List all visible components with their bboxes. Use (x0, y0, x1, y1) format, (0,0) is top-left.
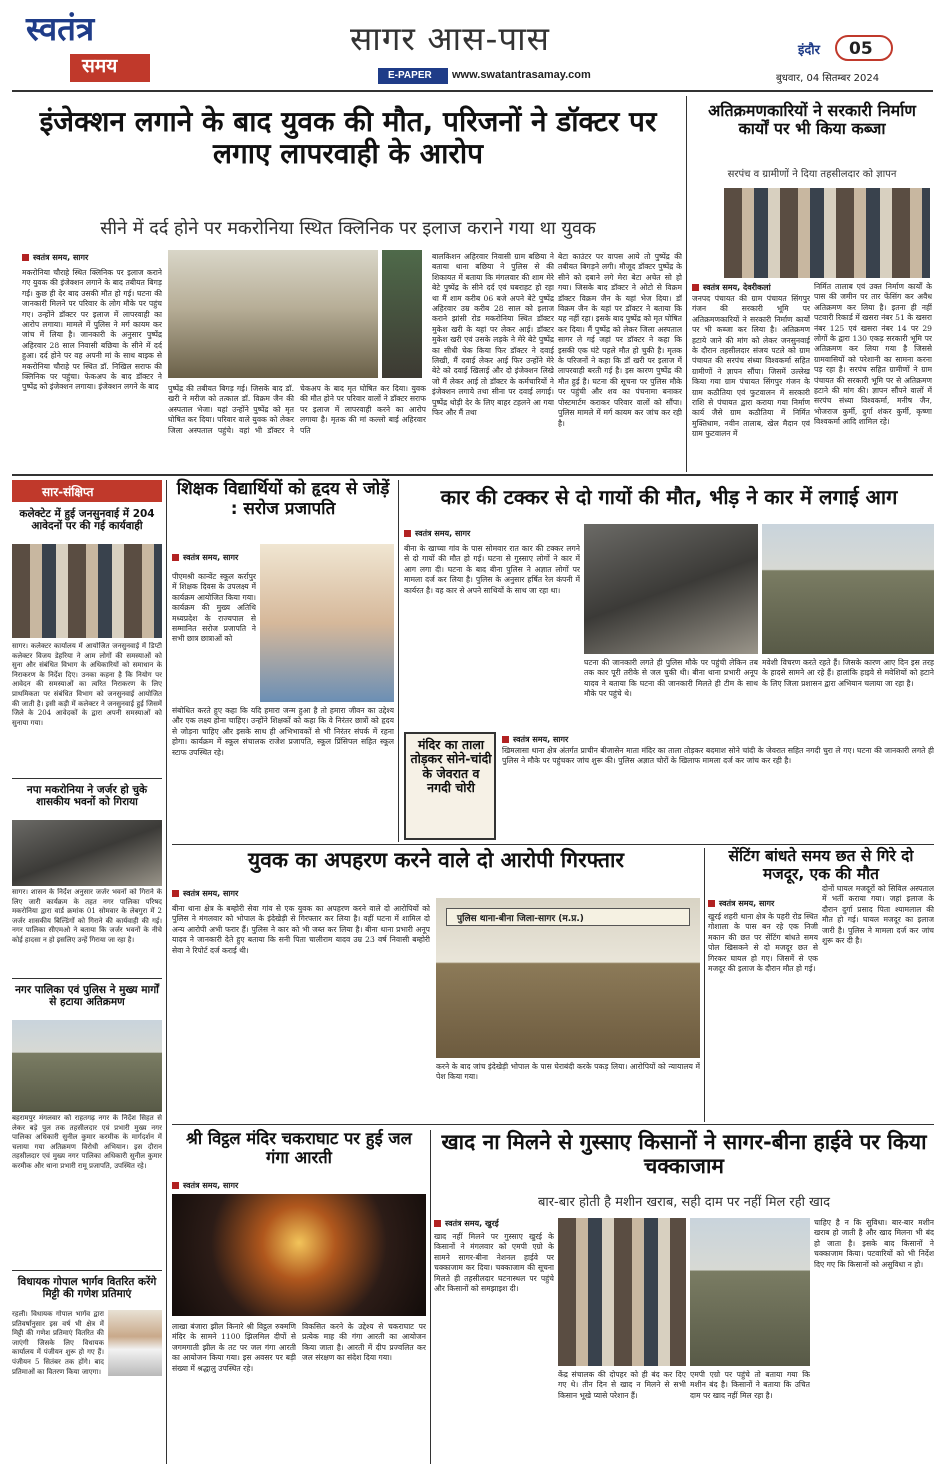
byline-marker (692, 284, 699, 291)
brief-3-body: बहरामपुर मंगलवार को राहतगढ़ नगर के निर्देश सिहत से लेकर बड़े पुल तक तहसीलदार एवं प्रभारी मुख्य नगर पालिका अधिकारी सुनील कुमार करमीक के मार्गदर्शन में चलाया गया अतिक्रमण विरोधी अभियान। इस दौरान तहसीलदार एवं मुख्य नगर पालिका अधिकारी सुनील कुमार करमीक और थाना प्रभारी रामू प्रजापति, उपस्थित रहे। (12, 1114, 162, 1170)
kidnap-headline: युवक का अपहरण करने वाले दो आरोपी गिरफ्तार (248, 848, 624, 872)
lead-col4: बेटा काउंटर पर वापस आये तो पुष्पेंद्र की तबीयत बिगड़ने लगी। मौजूद डॉक्टर पुष्पेंद्र के सीने को दबाने लगे मेरा बेटा अचेत सो हो गया। जिसके बाद डॉक्टर ने ओटो से विक्रम डॉक्टर विक्रम जैन के यहां भेज दिया। डॉ विक्रम जैन के यहां पर डॉक्टर ने बताया कि यह नहीं रहा। इसके बाद पुष्पेंद्र को मृत घोषित कर दिया। मैं पुष्पेंद्र को लेकर जिला अस्पताल सागर ले गई जहां पर डॉक्टर ने कहा कि इसकी एक घंटे पहले मौत हो चुकी है। मृतक के परिजनों ने कहा कि डॉ खरी पर इलाज में लापरवाही बरती गई है। इस कारण पुष्पेंद्र की मौत हुई है। घटना की सूचना पर पुलिस मौके पर पहुंची और शव का पंचनामा बनाकर पोस्टमार्टम कराकर परिवार वालों को सौंपा। पुलिस मामले में मर्ग कायम कर जांच कर रही है। (558, 252, 682, 428)
byline-text: स्वतंत्र समय, खुरई (445, 1219, 499, 1228)
teacher-body-1: पीएमश्री कान्वेंट स्कूल कर्रापुर में शिक्षक दिवस के उपलक्ष्य में कार्यक्रम आयोजित किया गया। कार्यक्रम की मुख्य अतिथि मध्यप्रदेश के राज्यपाल से सम्मानित सरोज प्रजापति ने सभी छात्र छात्राओं को (172, 572, 256, 644)
car-photo-burnt (584, 524, 758, 654)
lead-col1: मकरोनिया चौराहे स्थित क्लिनिक पर इलाज कराने गए युवक की इंजेक्शन लगाने के बाद तबीयत बिगड़ गई। कुछ ही देर बाद उसकी मौत हो गई। घटना की जानकारी मिलने पर परिवार के लोग मौके पर पहुंच गए। उन्होंने डॉक्टर पर इलाज में लापरवाही का आरोप लगाया। मामले में पुलिस ने मर्ग कायम कर जांच में लिया है। जानकारी के अनुसार पुष्पेंद्र अहिरवार 28 साल निवासी बछिया के सीने में दर्द हुआ। दर्द होने पर वह अपनी मां के साथ बाइक से मकरोनिया चौराहे पर स्थित डॉ. निखिल सराफ की क्लिनिक पर पहुंचा। फेकअप के बाद डॉक्टर ने पुष्पेंद्र को इंजेक्शन लगाया। इंजेक्शन लगने के बाद (22, 268, 162, 392)
car-byline (404, 528, 470, 539)
brief-4-headline: विधायक गोपाल भार्गव वितरित करेंगे मिट्टी की गणेश प्रतिमाएं (17, 1276, 157, 1301)
teacher-body-2: संबोधित करते हुए कहा कि यदि हमारा जन्म हुआ है तो हमारा जीवन का उद्देश्य और एक लक्ष्य होना चाहिए। उन्होंने शिक्षकों को कहा कि वे निरंतर छात्रों को हृदय से जोड़ना चाहिए और इसके साथ ही अभिभावकों से भी निरंतर संपर्क में रहना होगा। कार्यक्रम में स्कूल संचालक राजेश प्रजापति, स्कूल प्रिंसिपल सहित स्कूल स्टाफ उपस्थित रहे। (172, 706, 394, 757)
encroach-byline (692, 282, 771, 293)
teacher-headline: शिक्षक विद्यार्थियों को हृदय से जोड़ें : सरोज प्रजापति (176, 479, 390, 519)
encroach-body-1: जनपद पंचायत की ग्राम पंचायत सिंगपुर गंजन की सरकारी भूमि पर अतिक्रमणकारियों ने सरकारी निर्माण कार्यों पर भी कब्जा कर लिया है। अतिक्रमण हटाये जाने की मांग को लेकर जनसुनवाई के दौरान तहसीलदार संजय पटले को ग्राम पंचायत की सरपंच संध्या विश्वकर्मा सहित ग्रामीणों ने ज्ञापन सौंपा। जिसमें उल्लेख किया गया ग्राम पंचायत सिंगपुर गंजन के ग्राम कठौतिया एवं फुटवालन में सरकारी राशि से पंचायत द्वारा कराया गया निर्माण कार्य जैसे ग्राम कठौतिया में निर्मित मुक्तिधाम, नवीन तालाब, खेल मैदान एवं ग्राम फुटवालन में (692, 294, 810, 439)
byline-marker (502, 736, 509, 743)
website-url[interactable]: www.swatantrasamay.com (452, 69, 591, 81)
page-number: 05 (849, 39, 873, 59)
encroach-headline: अतिक्रमणकारियों ने सरकारी निर्माण कार्यों पर भी किया कब्जा (708, 101, 916, 139)
vitthal-byline (172, 1180, 238, 1191)
lead-photo-victim (382, 250, 422, 378)
brief-4-photo-mla (108, 1310, 162, 1376)
sidebar (12, 480, 162, 1464)
teacher-photo (260, 544, 394, 702)
logo-top-text: स्वतंत्र (26, 9, 95, 48)
byline-marker (404, 530, 411, 537)
brief-divider-3 (12, 1270, 162, 1271)
byline-text: स्वतंत्र समय, सागर (183, 889, 239, 898)
vitthal-body-1: लाखा बंजारा झील किनारे श्री विट्ठल रुक्मणि मंदिर के सामने 1100 झिलमिल दीपों से जगमगाती झील के तट पर जल गंगा आरती का आयोजन किया गया। इस अवसर पर बड़ी संख्या में श्रद्धालु उपस्थित रहे। (172, 1322, 296, 1373)
farmers-story (434, 1130, 934, 1464)
encroach-subhead: सरपंच व ग्रामीणों ने दिया तहसीलदार को ज्ञापन (727, 169, 897, 180)
brief-3-photo (12, 1020, 162, 1112)
police-sign (446, 908, 690, 926)
car-photo-cows (762, 524, 934, 654)
lead-caption: पुष्पेंद्र की तबीयत बिगड़ गई। जिसके बाद डॉ. खरी ने मरीज को तत्काल डॉ. विक्रम जैन की अस्पताल भेजा। यहां उन्होंने पुष्पेंद्र को मृत घोषित कर दिया। परिवार वाले युवक को लेकर जिला अस्पताल पहुंचे। वहां भी डॉक्टर ने चेकअप के बाद मृत घोषित कर दिया। युवक की मौत होने पर परिवार वालों ने डॉक्टर सराफ पर इलाज में लापरवाही करने का आरोप लगाया है। मृतक की मां कल्लो बाई अहिरवार पति (168, 384, 426, 435)
brief-2-headline: नपा मकरोनिया ने जर्जर हो चुके शासकीय भवनों को गिराया (26, 784, 148, 809)
byline-text: स्वतंत्र समय, सागर (183, 553, 239, 562)
farmers-body-4: चाहिए है न कि सुविधा। बार-बार मशीन खराब हो जाती है और खाद मिलना भी बंद हो जाता है। इसके बाद किसानों ने चक्काजाम किया। पटवारियों को भी निर्देश दिए गए कि किसानों को असुविधा न हो। (814, 1218, 934, 1269)
lead-col3: बालकिशन अहिरवार निवासी ग्राम बछिया ने बताया थाना बछिया ने पुलिस से की शिकायत में बताया कि मंगलवार की शाम मेरे बेटे पुष्पेंद्र के सीने दर्द एवं घबराहट हो रहा था मैं शाम करीब 06 बजे अपने बेटे पुष्पेंद्र अहिरवार उम्र करीब 28 साल को इलाज कराने झांसी रोड मकरोनिया स्थित डॉक्टर मुकेश खरी के यहां पर लेकर आई। डॉक्टर मुकेश खरी एवं उसके लड़के ने मेरे बेटे पुष्पेंद्र का सीधी चेक किया फिर डॉक्टर ने दवाई लिखी, मैं दवाई लेकर आई फिर उन्होंने मेरे बेटे को दवाई खिलाई और दो इंजेक्शन लिखे जो मैं लेकर आई तो डॉक्टर के कर्मचारियों ने इंजेक्शन लगाये तथा सीना पर दवाई लगाई। पुष्पेंद्र थोड़ी देर के लिए बाहर टहलने आ गया फिर और मैं तथा (432, 252, 554, 418)
farmers-subhead: बार-बार होती है मशीन खराब, सही दाम पर नहीं मिल रही खाद (537, 1195, 831, 1210)
lead-subhead: सीने में दर्द होने पर मकरोनिया स्थित क्लिनिक पर इलाज कराने गया था युवक (100, 218, 596, 239)
kidnap-byline (172, 888, 238, 899)
temple-body: खिमलासा थाना क्षेत्र अंतर्गत प्राचीन बीजासेन माता मंदिर का ताला तोड़कर बदमाश सोने चांदी के जेवरात सहित नगदी चुरा ले गए। घटना की जानकारी लगते ही पुलिस ने मौके पर पहुंचकर जांच शुरू की। पुलिस अज्ञात चोरों के खिलाफ मामला दर्ज कर जांच कर रही है। (502, 746, 934, 766)
farmers-body-1: खाद नहीं मिलने पर गुस्साए खुरई के किसानों ने मंगलवार को एमपी एग्रो के सामने सागर-बीना नेशनल हाईवे पर चक्काजाम कर दिया। चक्काजाम की सूचना मिलते ही तहसीलदार घटनास्थल पर पहुंचे और किसानों को समझाइश दी। (434, 1232, 554, 1294)
divider-v-sidebar (166, 480, 167, 1464)
sidebar-tag (12, 480, 162, 502)
byline-text: स्वतंत्र समय, देवरीकलां (703, 283, 771, 292)
byline-text: स्वतंत्र समय, सागर (513, 735, 569, 744)
kidnap-story (172, 848, 700, 1122)
brief-1-headline: कलेक्टेट में हुई जनसुनवाई में 204 आवेदनों पर की गई कार्यवाही (19, 508, 155, 533)
kidnap-caption: करने के बाद जांच इंदेखेड़ी भोपाल के पास घेराबंदी करके पकड़ लिया। आरोपियों को न्यायालय में पेश किया गया। (436, 1062, 700, 1082)
sidebar-tag-label: सार-संक्षिप्त (42, 485, 94, 499)
brief-divider-2 (12, 978, 162, 979)
kidnap-photo (436, 898, 700, 1058)
brief-divider-1 (12, 778, 162, 779)
issue-date: बुधवार, 04 सितम्बर 2024 (776, 73, 880, 84)
lead-headline: इंजेक्शन लगाने के बाद युवक की मौत, परिजनों ने डॉक्टर पर लगाए लापरवाही के आरोप (39, 105, 657, 171)
masthead-rule (12, 90, 933, 92)
divider-v-vitthal (430, 1130, 431, 1464)
byline-marker (708, 900, 715, 907)
temple-story (404, 732, 934, 842)
byline-marker (172, 1182, 179, 1189)
roof-headline: सेंटिंग बांधते समय छत से गिरे दो मजदूर, एक की मौत (728, 847, 914, 883)
byline-marker (434, 1220, 441, 1227)
divider-h-3 (172, 1124, 934, 1125)
byline-marker (172, 554, 179, 561)
farmers-body-3: एमपी एग्रो पर पहुंचे तो बताया गया कि मशीन बंद है। किसानों ने बताया कि उचित दाम पर खाद नहीं मिल रहा है। (690, 1370, 810, 1400)
byline-marker (172, 890, 179, 897)
vitthal-photo (172, 1194, 426, 1316)
temple-box (404, 732, 496, 840)
brief-3-headline: नगर पालिका एवं पुलिस ने मुख्य मार्गों से हटाया अतिक्रमण (15, 984, 159, 1009)
vitthal-body-2: विकसित करने के उद्देश्य से चकराघाट पर प्रत्येक माह की गंगा आरती का आयोजन किया जाता है। आरती में दीप प्रज्वलित कर जल संरक्षण का संदेश दिया गया। (302, 1322, 426, 1363)
epaper-badge (378, 68, 448, 84)
encroach-body-2: निर्मित तालाब एवं उक्त निर्माण कार्यों के पास की जमीन पर तार फेंसिंग कर अवैध अतिक्रमण कर लिया है। इतना ही नहीं पटवारी रिकार्ड में खसरा नंबर 51 के खसरा नंबर 125 एवं खसरा नंबर 14 पर 29 लोगों के द्वारा 130 एकड़ सरकारी भूमि पर अतिक्रमण कर लिया गया है जिससे ग्रामवासियों को परेशानी का सामना करना पड़ रहा है। सरपंच सहित ग्रामीणों ने ग्राम पंचायत की सरकारी भूमि पर से अतिक्रमण हटाने की मांग की। ज्ञापन सौंपने वालों में सरपंच संध्या विश्वकर्मा, मनीष जैन, भोजराज कुर्मी, दुर्गा शंकर कुर्मी, कृष्णा विश्वकर्मा आदि शामिल रहे। (814, 282, 932, 427)
brief-2-body: सागर। शासन के निर्देश अनुसार जर्जर भवनों को गिराने के लिए जारी कार्यक्रम के तहत नगर पालिका परिषद मकरोनिया द्वारा वार्ड क्रमांक 01 सोमवार के लेबगुरा में 2 जर्जर शासकीय बिल्डिंगों को गिराने की कार्यवाही की गई। नगर पालिका सीएमओ ने बताया कि जर्जर भवनों के नीचे कोई हादसा न हो इसलिए उन्हें गिराया जा रहा है। (12, 888, 162, 944)
temple-box-headline: मंदिर का ताला तोड़कर सोने-चांदी के जेवरात व नगदी चोरी (410, 737, 492, 796)
farmers-photo-2 (690, 1218, 810, 1366)
epaper-label: E-PAPER (388, 70, 432, 81)
city-label: इंदौर (798, 43, 820, 58)
farmers-photo-1 (558, 1218, 686, 1366)
byline-text: स्वतंत्र समय, सागर (183, 1181, 239, 1190)
divider-v-kidnap (704, 848, 705, 1122)
teacher-story (172, 480, 394, 842)
car-body-2: घटना की जानकारी लगते ही पुलिस मौके पर पहुंची लेकिन तब तक कार पूरी तरीके से जल चुकी थी। बीना थाना प्रभारी अनूप यादव ने बताया कि घटना की जानकारी मिलते ही टीम के साथ मौके पर पहुंचे थे। (584, 658, 758, 699)
roof-body-1: खुरई शहरी थाना क्षेत्र के पहरी रोड स्थित गोशाला के पास बन रहे एक निजी मकान की छत पर सेंटिंग बांधते समय पोल खिसकने से दो मजदूर छत से गिरकर घायल हो गए। जिसमें से एक मजदूर की इलाज के दौरान मौत हो गई। (708, 912, 818, 974)
farmers-headline: खाद ना मिलने से गुस्साए किसानों ने सागर-बीना हाईवे पर किया चक्काजाम (441, 1130, 927, 1179)
divider-h-2 (172, 844, 934, 845)
farmers-body-2: केंद्र संचालक की दोपहर को ही बंद कर दिए गए थे। तीन दिन से खाद न मिलने से सभी किसान भूखे प्यासे परेशान हैं। (558, 1370, 686, 1400)
byline-text: स्वतंत्र समय, सागर (415, 529, 471, 538)
roof-story (708, 848, 934, 1122)
temple-byline (502, 734, 568, 745)
lead-byline (22, 252, 88, 263)
page-number-box (835, 35, 893, 61)
divider-v-top (686, 96, 687, 472)
roof-body-2: दोनों घायल मजदूरों को सिविल अस्पताल में भर्ती कराया गया। जहां इलाज के दौरान दुर्गा प्रसाद पिता श्यामलाल की मौत हो गई। घायल मजदूर का इलाज जारी है। पुलिस ने मामला दर्ज कर जांच शुरू कर दी है। (822, 884, 934, 946)
farmers-byline (434, 1218, 499, 1229)
masthead (0, 0, 945, 92)
car-body-1: बीना के खाच्या गांव के पास सोमवार रात कार की टक्कर लगने से दो गायों की मौत हो गई। घटना से गुस्साए लोगों ने कार में आग लगा दी। घटना के बाद बीना पुलिस ने अज्ञात लोगों पर मामला दर्ज कर लिया है। पुलिस के अनुसार हर्षित रेल कंपनी में कार्यरत है। वह कार से अपने साथियों के साथ जा रहा था। (404, 544, 580, 595)
lead-story (12, 96, 684, 472)
brief-4-body: रहली। विधायक गोपाल भार्गव द्वारा प्रतिवर्षानुसार इस वर्ष भी क्षेत्र में मिट्टी की गणेश प्रतिमाएं वितरित की जाएंगी जिसके लिए विधायक कार्यालय में पंजीयन शुरू हो गए हैं। पंजीयन 5 सितंबर तक होंगे। बाद प्रतिमाओं का वितरण किया जाएगा। (12, 1310, 104, 1376)
car-headline: कार की टक्कर से दो गायों की मौत, भीड़ ने कार में लगाई आग (440, 485, 898, 509)
logo (26, 10, 158, 86)
byline-text: स्वतंत्र समय, सागर (719, 899, 775, 908)
logo-bottom-text: समय (82, 55, 118, 77)
lead-photo-hospital (168, 250, 378, 378)
brief-2-photo (12, 820, 162, 886)
car-story (404, 480, 934, 730)
kidnap-body: बीना थाना क्षेत्र के बम्होरी सेवा गांव से एक युवक का अपहरण करने वाले दो आरोपियों को पुलिस ने मंगलवार को भोपाल के इंदेखेड़ी से गिरफ्तार कर लिया है। वहीं घटना में शामिल दो अन्य आरोपी अभी फरार हैं। पुलिस ने कार को भी जब्त कर लिया है। बीना थाना प्रभारी अनूप यादव ने जानकारी देते हुए बताया कि सनी पिता चालीराम यादव उम्र 23 वर्ष निवासी बम्होरी सेवा ने रिपोर्ट दर्ज कराई थी। (172, 904, 430, 955)
roof-byline (708, 898, 774, 909)
divider-h-1 (12, 474, 933, 476)
brief-1-body: सागर। कलेक्टर कार्यालय में आयोजित जनसुनवाई में डिप्टी कलेक्टर विजय डेहरिया ने आम लोगों की समस्याओं को सुना और संबंधित विभाग के अधिकारियों को समाधान के निराकरण के निर्देश दिए। उनका कहना है कि नियोग पर आवेदन की समस्याओं का त्वरित निराकरण के लिए प्राथमिकता पर संबंधित विभाग को जनसुनवाई आयोजित की जाती है। इसी कड़ी में कलेक्टर ने जनसुनवाई हुई जिसमें जिले के 204 आवेदकों के द्वारा अपनी समस्याओं को सुनाया गया। (12, 642, 162, 727)
byline-text: स्वतंत्र समय, सागर (33, 253, 89, 262)
encroach-story (690, 96, 934, 472)
byline-marker (22, 254, 29, 261)
brief-1-photo (12, 544, 162, 638)
divider-v-teacher (398, 480, 399, 842)
vitthal-headline: श्री विट्ठल मंदिर चकराघाट पर हुई जल गंगा आरती (186, 1129, 412, 1167)
police-sign-text: पुलिस थाना-बीना जिला-सागर (म.प्र.) (457, 914, 584, 924)
section-title: सागर आस-पास (350, 19, 550, 58)
vitthal-story (172, 1130, 426, 1464)
teacher-byline (172, 552, 238, 563)
car-body-3: मवेशी विचरण करते रहते हैं। जिसके कारण आए दिन इस तरह के हादसे सामने आ रहे हैं। हालांकि हाइवे से मवेशियों को हटाने के लिए जिला प्रशासन द्वारा अभियान चलाया जा रहा है। (762, 658, 934, 688)
encroach-photo (724, 188, 930, 278)
